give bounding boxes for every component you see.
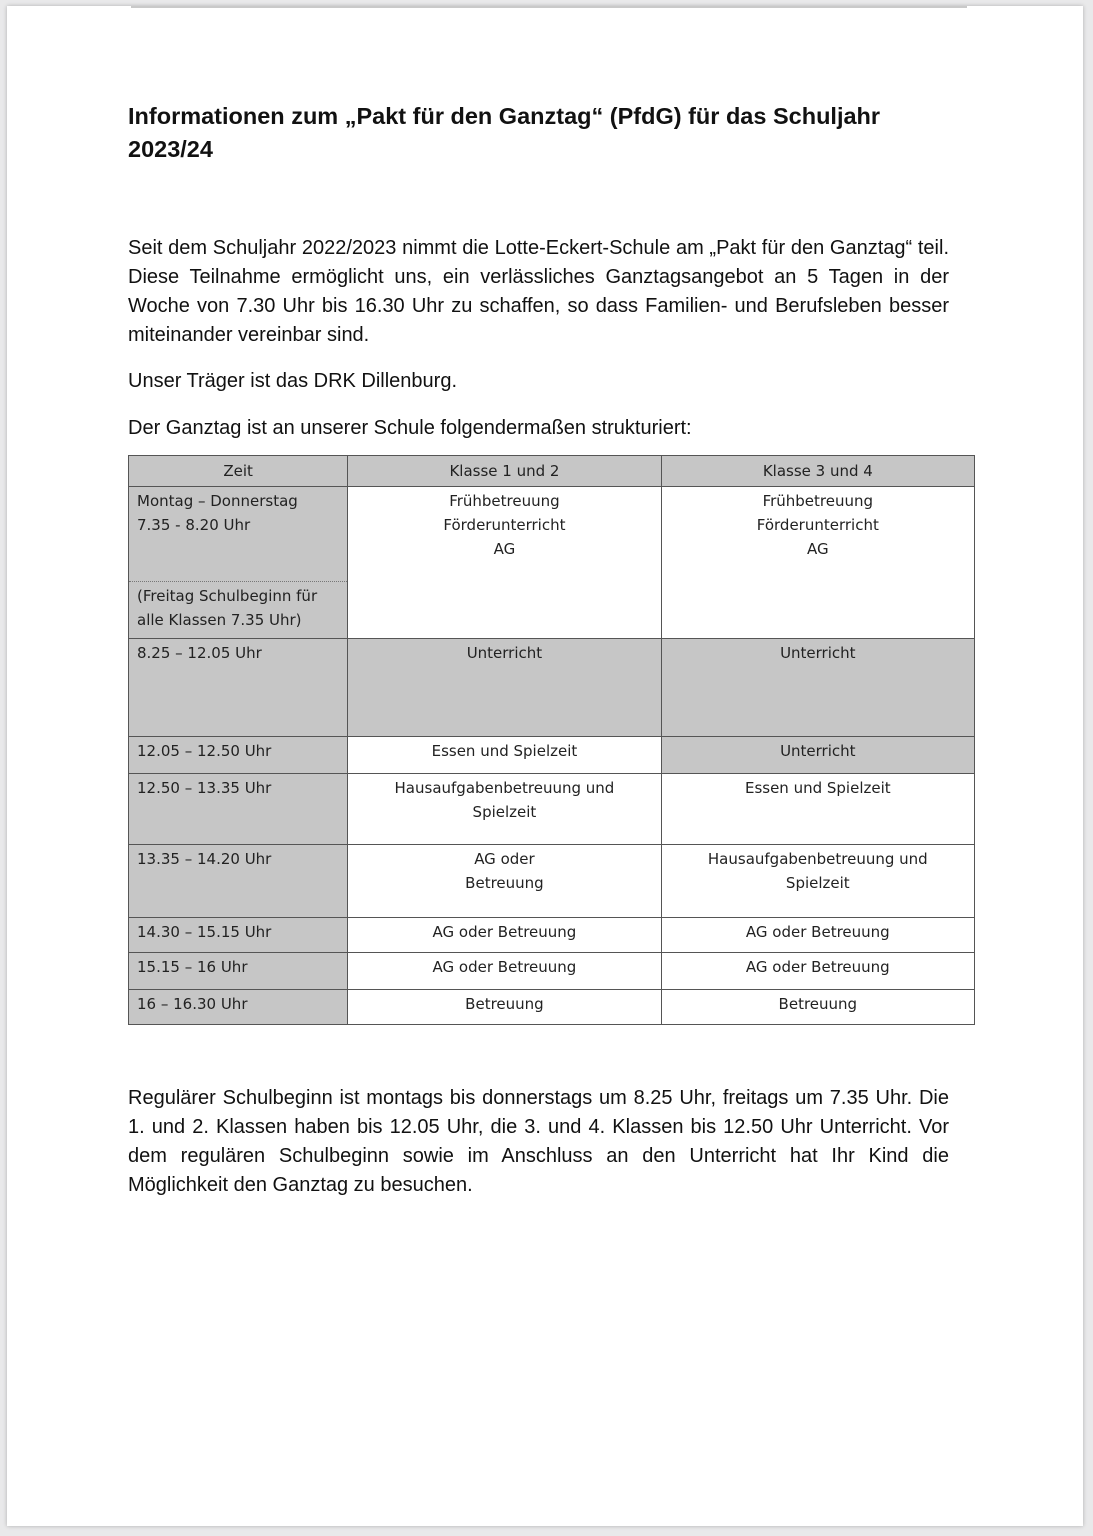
cell-line: Förderunterricht — [756, 516, 879, 534]
schedule-table — [128, 455, 975, 1025]
note-line: alle Klassen 7.35 Uhr) — [137, 611, 302, 629]
time-line: Montag – Donnerstag — [137, 492, 298, 510]
cell-k12: AG oder Betreuung — [348, 918, 661, 953]
table-row — [129, 845, 975, 918]
cell-k34: AG oder Betreuung — [661, 918, 974, 953]
cell-line: Frühbetreuung — [449, 492, 560, 510]
table-row — [129, 639, 975, 737]
cell-k12 — [348, 487, 661, 639]
document-title: Informationen zum „Pakt für den Ganztag“ (PfdG) für das Schuljahr 2023/24 — [128, 103, 881, 162]
time-cell: 15.15 – 16 Uhr — [129, 953, 348, 990]
time-freitag-note — [129, 582, 347, 636]
cell-line: AG oder — [474, 850, 535, 868]
table-row — [129, 918, 975, 953]
cell-k34 — [661, 845, 974, 918]
cell-k12 — [348, 845, 661, 918]
intro-paragraph: Seit dem Schuljahr 2022/2023 nimmt die Lotte-Eckert-Schule am „Pakt für den Ganztag“ teil. Diese Teilnahme ermöglicht uns, ein verlässliches Ganztagsangebot an 5 Tagen in der Woche von 7.30 Uhr bis 16.30 Uhr zu schaffen, so dass Familien- und Berufsleben besser miteinander vereinbar sind. — [128, 237, 949, 346]
closing-paragraph: Regulärer Schulbeginn ist montags bis donnerstags um 8.25 Uhr, freitags um 7.35 Uhr. Die 1. und 2. Klassen haben bis 12.05 Uhr, die 3. und 4. Klassen bis 12.50 Uhr Unterricht. Vor dem regulären Schulbeginn sowie im Anschluss an den Unterricht hat Ihr Kind die Möglichkeit den Ganztag zu besuchen. — [128, 1087, 949, 1196]
page-top-rule — [131, 6, 967, 8]
time-cell: 14.30 – 15.15 Uhr — [129, 918, 348, 953]
cell-k12: AG oder Betreuung — [348, 953, 661, 990]
cell-k12: Essen und Spielzeit — [348, 737, 661, 774]
cell-line: Betreuung — [465, 874, 544, 892]
time-mo-do — [129, 487, 347, 582]
time-cell — [129, 487, 348, 639]
header-klasse-3-4: Klasse 3 und 4 — [661, 456, 974, 487]
cell-k34: AG oder Betreuung — [661, 953, 974, 990]
cell-line: Hausaufgabenbetreuung und — [394, 779, 615, 797]
table-row — [129, 990, 975, 1025]
cell-line: AG — [493, 540, 516, 558]
cell-k34: Unterricht — [661, 737, 974, 774]
table-row — [129, 774, 975, 845]
cell-k12: Betreuung — [348, 990, 661, 1025]
table-row — [129, 737, 975, 774]
cell-k12 — [348, 774, 661, 845]
table-row — [129, 487, 975, 639]
cell-k34: Betreuung — [661, 990, 974, 1025]
table-row — [129, 953, 975, 990]
cell-line: Spielzeit — [785, 874, 850, 892]
time-cell: 12.05 – 12.50 Uhr — [129, 737, 348, 774]
cell-line: Förderunterricht — [443, 516, 566, 534]
table-header-row — [129, 456, 975, 487]
traeger-paragraph: Unser Träger ist das DRK Dillenburg. — [128, 370, 458, 392]
cell-line: Hausaufgabenbetreuung und — [707, 850, 928, 868]
structure-intro: Der Ganztag ist an unserer Schule folgendermaßen strukturiert: — [128, 417, 692, 439]
cell-line: AG — [806, 540, 829, 558]
time-cell: 13.35 – 14.20 Uhr — [129, 845, 348, 918]
cell-k34: Unterricht — [661, 639, 974, 737]
cell-line: Spielzeit — [472, 803, 537, 821]
time-cell: 12.50 – 13.35 Uhr — [129, 774, 348, 845]
time-cell: 16 – 16.30 Uhr — [129, 990, 348, 1025]
time-line: 7.35 - 8.20 Uhr — [137, 516, 251, 534]
header-zeit: Zeit — [129, 456, 348, 487]
note-line: (Freitag Schulbeginn für — [137, 587, 318, 605]
cell-k34: Essen und Spielzeit — [661, 774, 974, 845]
cell-k34 — [661, 487, 974, 639]
cell-line: Frühbetreuung — [762, 492, 874, 510]
header-klasse-1-2: Klasse 1 und 2 — [348, 456, 661, 487]
time-cell: 8.25 – 12.05 Uhr — [129, 639, 348, 737]
cell-k12: Unterricht — [348, 639, 661, 737]
